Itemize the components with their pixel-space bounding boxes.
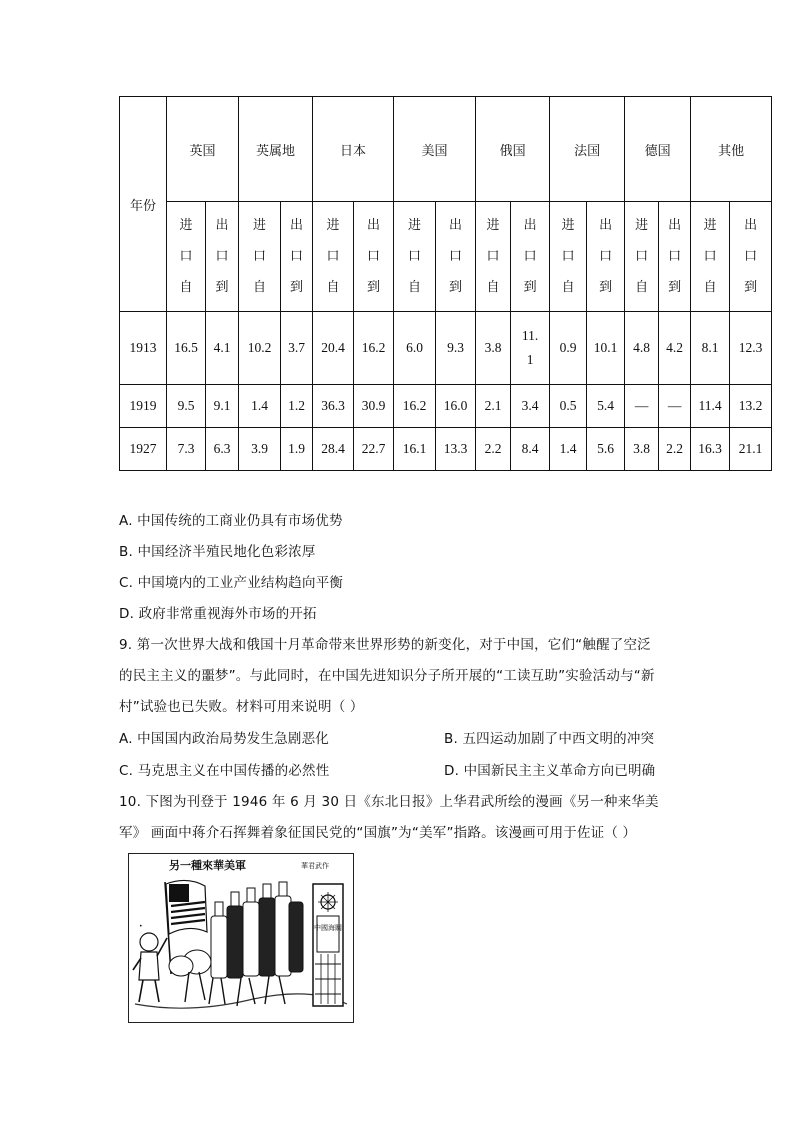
value-cell: 4.2 [659, 312, 691, 385]
value-cell: — [659, 385, 691, 428]
sub-header-char: 自 [179, 280, 193, 295]
export-to-header [511, 202, 550, 312]
import-from-header [691, 202, 730, 312]
value-cell: 1.4 [550, 428, 587, 471]
sub-header-char: 出 [668, 218, 682, 233]
value-cell: 12.3 [730, 312, 772, 385]
value-cell: 2.2 [476, 428, 511, 471]
value-cell: 22.7 [354, 428, 394, 471]
q9-option-c: C. 马克思主义在中国传播的必然性 [119, 763, 330, 779]
sub-header-char: 口 [635, 249, 649, 264]
sub-header-char: 进 [326, 218, 340, 233]
value-cell: 1.4 [239, 385, 281, 428]
sub-header-char: 进 [408, 218, 422, 233]
sub-header-char: 到 [367, 280, 381, 295]
value-cell: 4.1 [206, 312, 239, 385]
sub-header-char: 进 [561, 218, 575, 233]
q9-option-d: D. 中国新民主主义革命方向已明确 [444, 763, 656, 779]
value-cell: 20.4 [313, 312, 354, 385]
value-cell: 7.3 [167, 428, 206, 471]
value-cell: 6.0 [394, 312, 436, 385]
sub-header-char: 口 [215, 249, 229, 264]
export-to-header [354, 202, 394, 312]
value-cell: 3.7 [281, 312, 313, 385]
value-cell: 16.2 [394, 385, 436, 428]
country-header: 英国 [167, 97, 239, 202]
country-header: 德国 [625, 97, 691, 202]
year-header: 年份 [120, 97, 167, 312]
svg-text:•: • [139, 923, 143, 930]
q8-option-c: C. 中国境内的工业产业结构趋向平衡 [119, 575, 344, 591]
export-to-header [436, 202, 476, 312]
sub-header-char: 口 [326, 249, 340, 264]
export-to-header [206, 202, 239, 312]
wrapped-value-part: 11. [521, 328, 539, 343]
sub-header-char: 自 [326, 280, 340, 295]
sub-header-char: 口 [668, 249, 682, 264]
sub-header-row [120, 202, 772, 312]
sub-header-char: 到 [449, 280, 463, 295]
gate-label: 中國海關 [314, 924, 342, 932]
q9-stem-line: 9. 第一次世界大战和俄国十月革命带来世界形势的新变化，对于中国，它们“触醒了空泛 [119, 637, 651, 653]
value-cell: 36.3 [313, 385, 354, 428]
value-cell: 16.5 [167, 312, 206, 385]
value-cell: — [625, 385, 659, 428]
sub-header-char: 口 [449, 249, 463, 264]
value-cell: 3.8 [476, 312, 511, 385]
value-cell: 10.2 [239, 312, 281, 385]
year-cell: 1913 [120, 312, 167, 385]
sub-header-char: 自 [486, 280, 500, 295]
export-to-header [730, 202, 772, 312]
country-header: 英属地 [239, 97, 313, 202]
political-cartoon [128, 853, 354, 1023]
value-cell: 30.9 [354, 385, 394, 428]
sub-header-char: 到 [523, 280, 537, 295]
cartoon-title: 另一種來華美軍 [169, 859, 246, 872]
sub-header-char: 出 [367, 218, 381, 233]
table-row [120, 385, 772, 428]
import-from-header [476, 202, 511, 312]
value-cell: 3.8 [625, 428, 659, 471]
value-cell: 2.1 [476, 385, 511, 428]
sub-header-char: 出 [744, 218, 758, 233]
country-header: 其他 [691, 97, 772, 202]
table-row [120, 428, 772, 471]
value-cell: 8.4 [511, 428, 550, 471]
sub-header-char: 口 [744, 249, 758, 264]
q9-option-b: B. 五四运动加剧了中西文明的冲突 [444, 731, 655, 747]
table-row [120, 312, 772, 385]
value-cell: 1.9 [281, 428, 313, 471]
q10-stem-line: 10. 下图为刊登于 1946 年 6 月 30 日《东北日报》上华君武所绘的漫画《另一种来华美 [119, 794, 659, 810]
sub-header-char: 口 [703, 249, 717, 264]
sub-header-char: 到 [215, 280, 229, 295]
wrapped-value-part: 1 [526, 352, 534, 367]
q8-option-a: A. 中国传统的工商业仍具有市场优势 [119, 513, 343, 529]
value-cell: 0.9 [550, 312, 587, 385]
sub-header-char: 出 [523, 218, 537, 233]
q8-option-d: D. 政府非常重视海外市场的开拓 [119, 606, 317, 622]
value-cell: 0.5 [550, 385, 587, 428]
import-from-header [167, 202, 206, 312]
import-from-header [550, 202, 587, 312]
value-cell: 13.3 [436, 428, 476, 471]
value-cell: 21.1 [730, 428, 772, 471]
sub-header-char: 口 [253, 249, 267, 264]
sub-header-char: 出 [290, 218, 304, 233]
cartoon-author: 華君武作 [301, 862, 329, 870]
sub-header-char: 自 [561, 280, 575, 295]
country-header: 法国 [550, 97, 625, 202]
value-cell: 5.4 [587, 385, 625, 428]
sub-header-char: 进 [486, 218, 500, 233]
value-cell: 8.1 [691, 312, 730, 385]
q9-option-a: A. 中国国内政治局势发生急剧恶化 [119, 731, 329, 747]
value-cell: 13.2 [730, 385, 772, 428]
sub-header-char: 进 [703, 218, 717, 233]
value-cell: 5.6 [587, 428, 625, 471]
country-header: 日本 [313, 97, 394, 202]
q8-option-b: B. 中国经济半殖民地化色彩浓厚 [119, 544, 316, 560]
q9-stem-line: 村”试验也已失败。材料可用来说明（ ） [119, 699, 364, 715]
sub-header-char: 自 [408, 280, 422, 295]
sub-header-char: 口 [561, 249, 575, 264]
export-to-header [281, 202, 313, 312]
sub-header-char: 进 [635, 218, 649, 233]
sub-header-char: 口 [599, 249, 613, 264]
sub-header-char: 进 [179, 218, 193, 233]
import-from-header [313, 202, 354, 312]
value-cell: 9.3 [436, 312, 476, 385]
sub-header-char: 出 [449, 218, 463, 233]
value-cell: 1.2 [281, 385, 313, 428]
sub-header-char: 到 [668, 280, 682, 295]
sub-header-char: 口 [290, 249, 304, 264]
value-cell [511, 312, 550, 385]
leader-figure [133, 933, 167, 1002]
sub-header-char: 到 [744, 280, 758, 295]
q9-stem-line: 的民主主义的噩梦”。与此同时，在中国先进知识分子所开展的“工读互助”实验活动与“新 [119, 668, 655, 684]
sub-header-char: 到 [290, 280, 304, 295]
value-cell: 9.5 [167, 385, 206, 428]
sub-header-char: 口 [408, 249, 422, 264]
year-cell: 1927 [120, 428, 167, 471]
customs-gate [313, 884, 343, 1006]
value-cell: 16.2 [354, 312, 394, 385]
sub-header-char: 到 [599, 280, 613, 295]
sub-header-char: 出 [599, 218, 613, 233]
import-from-header [394, 202, 436, 312]
sub-header-char: 出 [215, 218, 229, 233]
sub-header-char: 自 [703, 280, 717, 295]
sub-header-char: 口 [179, 249, 193, 264]
year-cell: 1919 [120, 385, 167, 428]
value-cell: 3.9 [239, 428, 281, 471]
value-cell: 3.4 [511, 385, 550, 428]
value-cell: 10.1 [587, 312, 625, 385]
import-from-header [239, 202, 281, 312]
country-header: 俄国 [476, 97, 550, 202]
trade-table [119, 96, 772, 471]
country-header: 美国 [394, 97, 476, 202]
value-cell: 16.0 [436, 385, 476, 428]
sub-header-char: 口 [523, 249, 537, 264]
sub-header-char: 自 [253, 280, 267, 295]
export-to-header [659, 202, 691, 312]
q10-stem-line: 军》 画面中蒋介石挥舞着象征国民党的“国旗”为“美军”指路。该漫画可用于佐证（ ） [119, 825, 637, 841]
value-cell: 9.1 [206, 385, 239, 428]
value-cell: 4.8 [625, 312, 659, 385]
export-to-header [587, 202, 625, 312]
value-cell: 2.2 [659, 428, 691, 471]
value-cell: 6.3 [206, 428, 239, 471]
sub-header-char: 自 [635, 280, 649, 295]
value-cell: 11.4 [691, 385, 730, 428]
sub-header-char: 进 [253, 218, 267, 233]
value-cell: 16.1 [394, 428, 436, 471]
value-cell: 16.3 [691, 428, 730, 471]
sub-header-char: 口 [367, 249, 381, 264]
import-from-header [625, 202, 659, 312]
sub-header-char: 口 [486, 249, 500, 264]
value-cell: 28.4 [313, 428, 354, 471]
